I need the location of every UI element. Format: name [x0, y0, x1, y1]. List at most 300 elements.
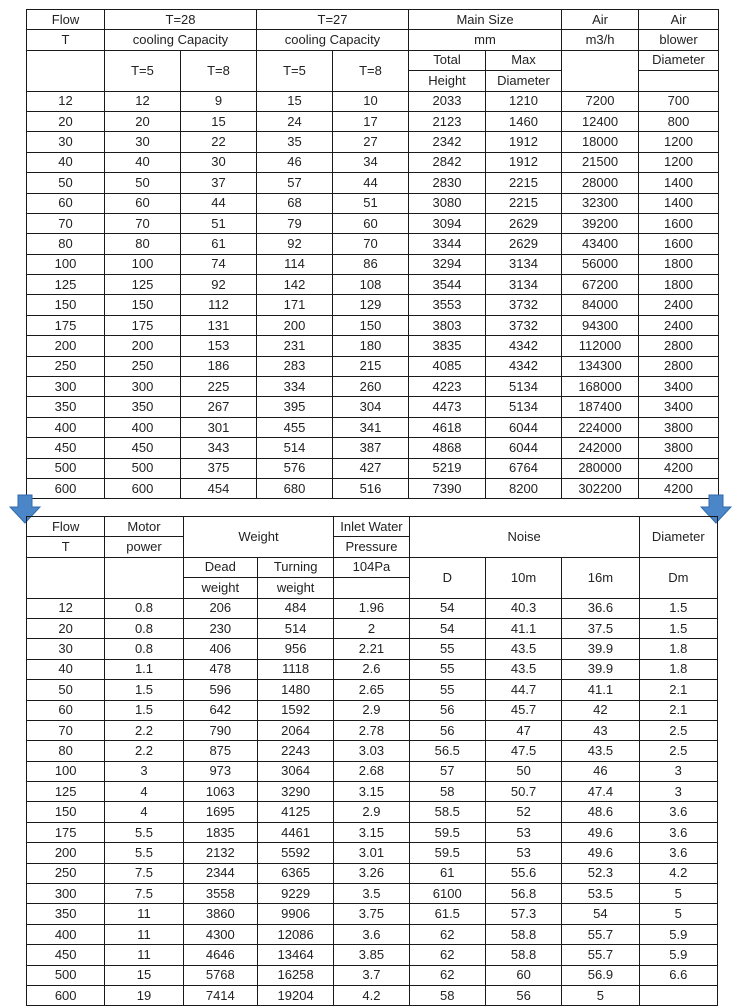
table-cell: 20: [105, 111, 181, 131]
table-cell: 48.6: [562, 802, 639, 822]
table-row: [27, 782, 718, 802]
flow-blank-cell: [27, 50, 105, 91]
table-row: [27, 680, 718, 700]
table-cell: 142: [257, 275, 333, 295]
table-cell: 1460: [486, 111, 562, 131]
table-cell: 2.5: [639, 741, 717, 761]
table-cell: 92: [181, 275, 257, 295]
motor-weight-noise-rows: [27, 598, 718, 1006]
table-cell: 5.9: [639, 945, 717, 965]
table-cell: 4342: [486, 336, 562, 356]
table-cell: 9: [181, 91, 257, 111]
table-row: [27, 438, 719, 458]
table-cell: 5.9: [639, 924, 717, 944]
table-cell: 500: [105, 458, 181, 478]
table-cell: 3064: [257, 761, 333, 781]
table-cell: 60: [105, 193, 181, 213]
table-cell: 2123: [409, 111, 486, 131]
table-cell: 40: [27, 659, 105, 679]
table-cell: 215: [333, 356, 409, 376]
table-row: [27, 275, 719, 295]
motor-weight-noise-table: [26, 516, 718, 1006]
table-cell: 5134: [486, 397, 562, 417]
table-cell: 1800: [639, 275, 719, 295]
cooling-capacity-rows: [27, 91, 719, 499]
turning-header: Turning: [257, 557, 333, 577]
table-cell: 3.03: [334, 741, 409, 761]
table-cell: 2800: [639, 356, 719, 376]
table-cell: 80: [27, 741, 105, 761]
table-cell: 3803: [409, 315, 486, 335]
table-cell: 2: [334, 618, 409, 638]
air-header: Air: [562, 10, 639, 30]
table-cell: 454: [181, 478, 257, 498]
table-cell: 56.8: [485, 884, 561, 904]
table-row: [27, 254, 719, 274]
table-row: [27, 458, 719, 478]
table-cell: 74: [181, 254, 257, 274]
height-header: Height: [409, 71, 486, 91]
table-cell: 2629: [486, 213, 562, 233]
table-cell: 2.78: [334, 720, 409, 740]
table-cell: 112000: [562, 336, 639, 356]
table-cell: 2800: [639, 336, 719, 356]
table-cell: 32300: [562, 193, 639, 213]
table-cell: 175: [105, 315, 181, 335]
table-cell: 46: [562, 761, 639, 781]
table-cell: 7390: [409, 478, 486, 498]
table-cell: 54: [409, 598, 485, 618]
table-row: [27, 377, 719, 397]
table-cell: 51: [181, 213, 257, 233]
table-row: [27, 965, 718, 985]
table-cell: 24: [257, 111, 333, 131]
table-cell: 180: [333, 336, 409, 356]
table-cell: 92: [257, 234, 333, 254]
table-row: [27, 618, 718, 638]
t27-subheader: cooling Capacity: [257, 30, 409, 50]
table-cell: 267: [181, 397, 257, 417]
table-cell: 57.3: [485, 904, 561, 924]
table-cell: 387: [333, 438, 409, 458]
table-cell: 7.5: [105, 863, 183, 883]
table-row: [27, 659, 718, 679]
table-cell: 680: [257, 478, 333, 498]
table-cell: 455: [257, 417, 333, 437]
table-cell: 1.96: [334, 598, 409, 618]
t28-subheader: cooling Capacity: [105, 30, 257, 50]
table-cell: 3.5: [334, 884, 409, 904]
table-cell: 56: [485, 985, 561, 1005]
table-cell: 43.5: [485, 639, 561, 659]
table-cell: 125: [27, 782, 105, 802]
main-size-header: Main Size: [409, 10, 562, 30]
air-blower-header: Air: [639, 10, 719, 30]
table-cell: 187400: [562, 397, 639, 417]
table-cell: 41.1: [485, 618, 561, 638]
table-row: [27, 639, 718, 659]
table-cell: 51: [333, 193, 409, 213]
dm-header: Dm: [639, 557, 717, 598]
table-cell: 2.1: [639, 680, 717, 700]
table-row: [27, 234, 719, 254]
table-cell: 37: [181, 173, 257, 193]
table-cell: 68: [257, 193, 333, 213]
table-cell: 3544: [409, 275, 486, 295]
air-blower-subheader: blower: [639, 30, 719, 50]
table-cell: 58.8: [485, 924, 561, 944]
diameter-header: Diameter: [639, 517, 717, 558]
table-cell: 11: [105, 945, 183, 965]
total-header: Total: [409, 50, 486, 70]
table-cell: 19204: [257, 985, 333, 1005]
table-cell: 62: [409, 965, 485, 985]
table-cell: 790: [183, 720, 257, 740]
table-cell: 125: [27, 275, 105, 295]
table-cell: 55.7: [562, 924, 639, 944]
table-cell: 58: [409, 985, 485, 1005]
table-cell: 7200: [562, 91, 639, 111]
table-cell: 1210: [486, 91, 562, 111]
table-cell: 150: [27, 295, 105, 315]
table-cell: 186: [181, 356, 257, 376]
table-cell: 56000: [562, 254, 639, 274]
table-cell: 56: [409, 720, 485, 740]
table-cell: 3400: [639, 397, 719, 417]
table-cell: 44.7: [485, 680, 561, 700]
table-cell: 20: [27, 618, 105, 638]
table-cell: 45.7: [485, 700, 561, 720]
table-cell: 3: [105, 761, 183, 781]
table-cell: 3400: [639, 377, 719, 397]
table-cell: 12: [105, 91, 181, 111]
table-cell: 242000: [562, 438, 639, 458]
t27-t5-header: T=5: [257, 50, 333, 91]
table-cell: 50: [485, 761, 561, 781]
table-cell: 30: [27, 132, 105, 152]
table-cell: 600: [27, 985, 105, 1005]
table-row: [27, 843, 718, 863]
table-cell: 19: [105, 985, 183, 1005]
table-cell: 12086: [257, 924, 333, 944]
table-cell: 175: [27, 315, 105, 335]
table-cell: 52.3: [562, 863, 639, 883]
table-cell: 4085: [409, 356, 486, 376]
table-cell: 67200: [562, 275, 639, 295]
table-cell: 6764: [486, 458, 562, 478]
table-cell: 600: [27, 478, 105, 498]
table-cell: 53.5: [562, 884, 639, 904]
table-cell: 60: [333, 213, 409, 233]
table-cell: 56: [409, 700, 485, 720]
table-cell: 2830: [409, 173, 486, 193]
table-cell: 1.5: [105, 700, 183, 720]
table-cell: 30: [27, 639, 105, 659]
table-cell: 1592: [257, 700, 333, 720]
table-cell: 2.65: [334, 680, 409, 700]
table-cell: 11: [105, 924, 183, 944]
table-cell: 35: [257, 132, 333, 152]
table-cell: 7414: [183, 985, 257, 1005]
table-row: [27, 315, 719, 335]
table-cell: 1800: [639, 254, 719, 274]
table-cell: 1912: [486, 132, 562, 152]
air-blank-cell: [562, 50, 639, 91]
table-cell: 129: [333, 295, 409, 315]
table-cell: 500: [27, 965, 105, 985]
table-cell: 125: [105, 275, 181, 295]
table-cell: 100: [27, 254, 105, 274]
pressure-blank-cell: [334, 578, 409, 598]
table-row: [27, 985, 718, 1005]
table-cell: 5768: [183, 965, 257, 985]
table-cell: 12: [27, 91, 105, 111]
table-cell: 3.15: [334, 822, 409, 842]
table-cell: 283: [257, 356, 333, 376]
table-cell: 30: [181, 152, 257, 172]
table-cell: 131: [181, 315, 257, 335]
table-cell: [639, 985, 717, 1005]
table-cell: 16258: [257, 965, 333, 985]
table-cell: 500: [27, 458, 105, 478]
motor-subheader: power: [105, 537, 183, 557]
flow-header: Flow: [27, 517, 105, 537]
table-cell: 6100: [409, 884, 485, 904]
table-cell: 10: [333, 91, 409, 111]
table-cell: 1118: [257, 659, 333, 679]
table-cell: 34: [333, 152, 409, 172]
table-cell: 1200: [639, 152, 719, 172]
table-cell: 57: [409, 761, 485, 781]
table-cell: 700: [639, 91, 719, 111]
table-row: [27, 111, 719, 131]
table-cell: 231: [257, 336, 333, 356]
table-cell: 62: [409, 924, 485, 944]
dead-header: Dead: [183, 557, 257, 577]
table-cell: 2629: [486, 234, 562, 254]
table-row: [27, 904, 718, 924]
table-cell: 1600: [639, 213, 719, 233]
table-cell: 4.2: [639, 863, 717, 883]
table-cell: 1.5: [639, 618, 717, 638]
table-cell: 2215: [486, 193, 562, 213]
table-cell: 5.5: [105, 843, 183, 863]
table-cell: 2132: [183, 843, 257, 863]
table-cell: 8200: [486, 478, 562, 498]
table-row: [27, 700, 718, 720]
table-cell: 2.2: [105, 741, 183, 761]
table-cell: 300: [27, 884, 105, 904]
table-cell: 343: [181, 438, 257, 458]
table-cell: 3.01: [334, 843, 409, 863]
table-cell: 3.85: [334, 945, 409, 965]
table-cell: 3.26: [334, 863, 409, 883]
table-cell: 514: [257, 618, 333, 638]
table-row: [27, 193, 719, 213]
table-cell: 200: [257, 315, 333, 335]
table-cell: 3: [639, 761, 717, 781]
cooling-capacity-table: [26, 9, 719, 499]
table-cell: 478: [183, 659, 257, 679]
table-cell: 484: [257, 598, 333, 618]
table-cell: 43.5: [562, 741, 639, 761]
table-cell: 59.5: [409, 843, 485, 863]
table-cell: 3860: [183, 904, 257, 924]
table-cell: 0.8: [105, 598, 183, 618]
table-cell: 22: [181, 132, 257, 152]
pressure-unit: 104Pa: [334, 557, 409, 577]
table-cell: 61: [409, 863, 485, 883]
table-cell: 400: [27, 924, 105, 944]
diameter-header: Diameter: [486, 71, 562, 91]
table-cell: 1200: [639, 132, 719, 152]
table-cell: 44: [333, 173, 409, 193]
table-cell: 46: [257, 152, 333, 172]
table-cell: 206: [183, 598, 257, 618]
t28-t8-header: T=8: [181, 50, 257, 91]
table-cell: 1.5: [105, 680, 183, 700]
table-cell: 150: [105, 295, 181, 315]
table-cell: 516: [333, 478, 409, 498]
table-cell: 4342: [486, 356, 562, 376]
table-cell: 56.9: [562, 965, 639, 985]
table-cell: 175: [27, 822, 105, 842]
table-cell: 43: [562, 720, 639, 740]
table-cell: 1912: [486, 152, 562, 172]
flow-blank-cell: [27, 557, 105, 598]
table-cell: 55.6: [485, 863, 561, 883]
table-row: [27, 802, 718, 822]
table-cell: 56.5: [409, 741, 485, 761]
table-cell: 3732: [486, 315, 562, 335]
table-cell: 60: [27, 193, 105, 213]
table-cell: 59.5: [409, 822, 485, 842]
table-cell: 3.6: [639, 843, 717, 863]
table-row: [27, 173, 719, 193]
t28-header: T=28: [105, 10, 257, 30]
table-cell: 2400: [639, 295, 719, 315]
table-cell: 11: [105, 904, 183, 924]
table-cell: 3.6: [639, 802, 717, 822]
inlet-water-header: Inlet Water: [334, 517, 409, 537]
table-cell: 5592: [257, 843, 333, 863]
table-cell: 55: [409, 659, 485, 679]
table-cell: 576: [257, 458, 333, 478]
table-cell: 5: [639, 884, 717, 904]
table-cell: 79: [257, 213, 333, 233]
table-cell: 4300: [183, 924, 257, 944]
table-cell: 94300: [562, 315, 639, 335]
noise-10m-header: 10m: [485, 557, 561, 598]
table-cell: 108: [333, 275, 409, 295]
table-cell: 62: [409, 945, 485, 965]
table-cell: 60: [485, 965, 561, 985]
table-cell: 280000: [562, 458, 639, 478]
flow-header: Flow: [27, 10, 105, 30]
table-cell: 3294: [409, 254, 486, 274]
table-cell: 15: [181, 111, 257, 131]
table-cell: 224000: [562, 417, 639, 437]
table-row: [27, 863, 718, 883]
table-cell: 250: [27, 863, 105, 883]
t27-t8-header: T=8: [333, 50, 409, 91]
table-cell: 2.68: [334, 761, 409, 781]
table-cell: 3134: [486, 275, 562, 295]
motor-blank-cell: [105, 557, 183, 598]
t28-t5-header: T=5: [105, 50, 181, 91]
table-cell: 1.1: [105, 659, 183, 679]
table-cell: 1400: [639, 173, 719, 193]
table-cell: 1.8: [639, 659, 717, 679]
table-row: [27, 741, 718, 761]
table-cell: 41.1: [562, 680, 639, 700]
table-cell: 50.7: [485, 782, 561, 802]
table-row: [27, 945, 718, 965]
table-cell: 3134: [486, 254, 562, 274]
table-cell: 2.1: [639, 700, 717, 720]
table-cell: 4.2: [334, 985, 409, 1005]
table-cell: 375: [181, 458, 257, 478]
table-cell: 100: [105, 254, 181, 274]
table-cell: 334: [257, 377, 333, 397]
table-cell: 2400: [639, 315, 719, 335]
table-cell: 55.7: [562, 945, 639, 965]
table-cell: 39.9: [562, 659, 639, 679]
table-cell: 70: [27, 213, 105, 233]
table-cell: 6044: [486, 417, 562, 437]
table-cell: 200: [27, 843, 105, 863]
table-cell: 0.8: [105, 618, 183, 638]
main-size-unit: mm: [409, 30, 562, 50]
table-cell: 84000: [562, 295, 639, 315]
table-cell: 47.5: [485, 741, 561, 761]
table-cell: 47: [485, 720, 561, 740]
table-row: [27, 132, 719, 152]
table-cell: 58: [409, 782, 485, 802]
table-cell: 2.9: [334, 802, 409, 822]
table-cell: 2.9: [334, 700, 409, 720]
table-cell: 2842: [409, 152, 486, 172]
table-cell: 112: [181, 295, 257, 315]
table-cell: 53: [485, 843, 561, 863]
table-cell: 60: [27, 700, 105, 720]
table-cell: 6044: [486, 438, 562, 458]
table-cell: 2.2: [105, 720, 183, 740]
table-cell: 2344: [183, 863, 257, 883]
table-cell: 13464: [257, 945, 333, 965]
table-cell: 1600: [639, 234, 719, 254]
table-cell: 3835: [409, 336, 486, 356]
table-cell: 6.6: [639, 965, 717, 985]
table-cell: 70: [333, 234, 409, 254]
table-cell: 1695: [183, 802, 257, 822]
table-cell: 350: [105, 397, 181, 417]
table-cell: 400: [105, 417, 181, 437]
table-cell: 4125: [257, 802, 333, 822]
table-cell: 17: [333, 111, 409, 131]
table-cell: 54: [409, 618, 485, 638]
table-cell: 600: [105, 478, 181, 498]
table-cell: 55: [409, 680, 485, 700]
table-cell: 2215: [486, 173, 562, 193]
table-cell: 596: [183, 680, 257, 700]
table-row: [27, 152, 719, 172]
table-cell: 301: [181, 417, 257, 437]
table-cell: 54: [562, 904, 639, 924]
table-cell: 450: [27, 438, 105, 458]
table-cell: 37.5: [562, 618, 639, 638]
table-cell: 400: [27, 417, 105, 437]
